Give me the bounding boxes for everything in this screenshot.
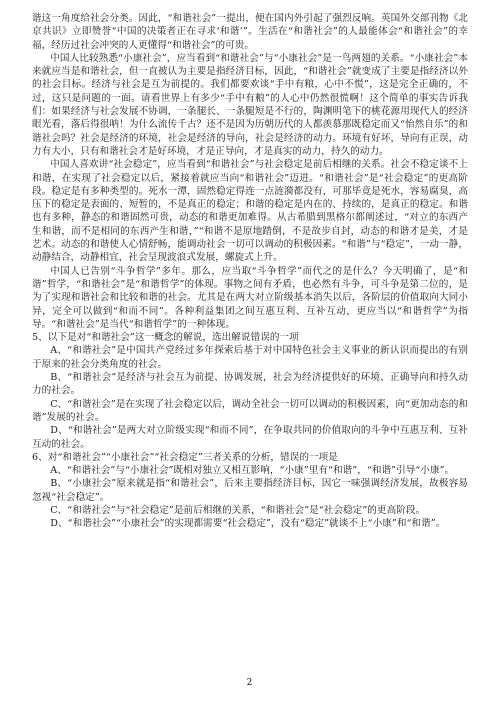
question-6-option-a: A、“和谐社会”与“小康社会”既相对独立又相互影响，“小康”里有“和谐”，“和谐”引导“小康”。 [50, 465, 455, 477]
page-number: 2 [246, 678, 253, 688]
question-5-option-d: D、“和谐社会”是两大对立阶级实现“和而不同”，在争取共同的价值取向的斗争中互惠互利、互补互动的社会。 [32, 425, 468, 450]
paragraph-philosophy: 中国人已告别“斗争哲学”多年。那么，应当取“斗争哲学”而代之的是什么？今天明确了，是“和谐”哲学，“和谐社会”是“和谐哲学”的体现。事物之间有矛盾，也必然有斗争，可斗争是第二位的，是为了实现和谐社会和比较和谐的社会。尤其是在两大对立阶级基本消失以后，各阶层的价值取向大同小异，完全可以做到“和而不同”。各种利益集团之间互惠互利、互补互动，更应当以“和谐哲学”为指导。“和谐社会”是当代“和谐哲学”的一种体现。 [32, 265, 468, 330]
question-5-option-a: A、“和谐社会”是中国共产党经过多年探索后基于对中国特色社会主义事业的新认识而提出的有别于原来的社会分类角度的社会。 [32, 345, 468, 370]
document-body [32, 12, 468, 531]
paragraph-stability: 中国人喜欢讲“社会稳定”，应当看到“和谐社会”与社会稳定是前后相继的关系。社会不稳定谈不上和谐，在实现了社会稳定以后，紧接着就应当向“和谐社会”迈进。“和谐社会”是“社会稳定”的更高阶段。稳定是有多种类型的。死水一潭，固然稳定得连一点涟漪都没有，可那毕竟是死水，容易腐臭，高压下的稳定是表面的、短暂的，不是真正的稳定；和谐的稳定是内在的、持续的，是真正的稳定。和谐也有多种，静态的和谐固然可贵，动态的和谐更加难得。从古希腊到黑格尔都阐述过，“对立的东西产生和谐，而不是相同的东西产生和谐，”“和谐不是原地踏倒，不是故步自封，动态的和谐才是美，才是艺术。动态的和谐使人心情舒畅，能调动社会一切可以调动的积极因素。“和谐”与“稳定”，一动一静，动静结合，动静相宜，社会呈现波浪式发展，螺旋式上升。 [32, 159, 468, 264]
question-5-option-b: B、“和谐社会”是经济与社会互为前提、协调发展，社会为经济提供好的环境、正确导向和持久动力的社会。 [32, 372, 468, 397]
question-5-option-c: C、“和谐社会”是在实现了社会稳定以后，调动全社会一切可以调动的积极因素，向“更加动态的和谐”发展的社会。 [32, 398, 468, 423]
paragraph-xiaokang: 中国人比较熟悉“小康社会”，应当看到“和谐社会”与“小康社会”是一鸟两翅的关系。“小康社会”本来就应当是和谐社会，但一直被认为主要是指经济目标，因此，“和谐社会”就变成了主要是指经济以外的社会目标。经济与社会是互为前提的。我们都要欢谈“手中有粮，心中不慌”，这是完全正确的，不过，这只是问题的一面。请看世界上有多少“手中有粮”的人心中仍然很慌啊！这个简单的事实告诉我们：如果经济与社会发展不协调，一条腿长、一条腿短是不行的，陶渊明笔下的桃花源用现代人的经济眼光看，落后得很呐！为什么流传千古？还不是因为历朝历代的人都羡慕那既稳定而又“怡然自乐”的和谐社会吗？社会是经济的环境，社会是经济的导向，社会是经济的动力。环境有好坏，导向有正误，动力有大小，只有和谐社会才是好环境，才是正导向，才是真实的动力，持久的动力。 [32, 52, 468, 157]
question-6-stem: 6、对“和谐社会”“小康社会”“社会稳定”三者关系的分析，错误的一项是 [32, 451, 338, 463]
question-5-stem: 5、以下是对“和谐社会”这一概念的解说，选出解说错误的一项 [32, 332, 299, 344]
question-6-option-c: C、“和谐社会”与“社会稳定”是前后相继的关系，“和谐社会”是“社会稳定”的更高阶段。 [50, 504, 426, 516]
question-6-option-b: B、“小康社会”原来就是指“和谐社会”，后来主要指经济目标，因它一味强调经济发展，故极容易忽视“社会稳定”。 [32, 478, 468, 503]
paragraph-intro-continuation: 谐这一角度给社会分类。因此，“和谐社会”一提出，便在国内外引起了强烈反响。英国外交部刊物《北京共识》立即赞誉“中国的决策者正在寻求‘和谐’”。生活在“和谐社会”的人最能体会“和谐社会”的幸福，经历过社会冲突的人更懂得“和谐社会”的可贵。 [32, 13, 468, 51]
question-6-option-d: D、“和谐社会”“小康社会”的实现都需要“社会稳定”，没有“稳定”就谈不上“小康”和“和谐”。 [50, 518, 446, 530]
